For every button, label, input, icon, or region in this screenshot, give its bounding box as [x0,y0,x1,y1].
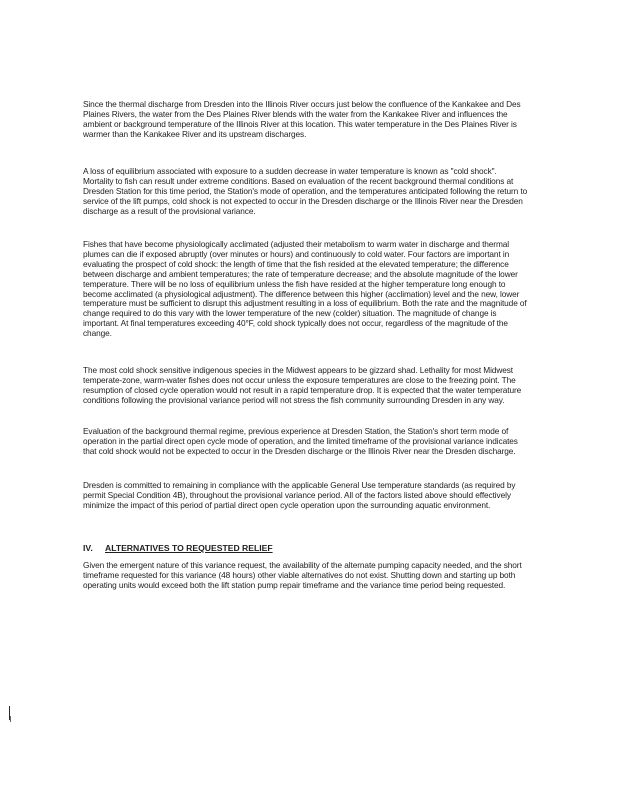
section-heading [83,543,273,553]
paragraph-thermal-regime-evaluation: Evaluation of the background thermal regime, previous experience at Dresden Station, the Station's short term mode of operation in the partial direct open cycle mode of operation, and the limited timeframe of the provisional variance indicates that cold shock would not be expected to occur in the Dresden discharge or the Illinois River near the Dresden discharge. [83,426,518,456]
paragraph-cold-shock-definition: A loss of equilibrium associated with exposure to a sudden decrease in water temperature is known as "cold shock". Mortality to fish can result under extreme conditions. Based on evaluation of the recent background thermal conditions at Dresden Station for this time period, the Station's mode of operation, and the temperatures anticipated following the return to service of the lift pumps, cold shock is not expected to occur in the Dresden discharge or the Illinois River near the Dresden discharge as a result of the provisional variance. [83,166,528,216]
paragraph-alternatives: Given the emergent nature of this variance request, the availability of the alternate pumping capacity needed, and the short timeframe requested for this variance (48 hours) other viable alternatives do not exist. Shutting down and starting up both operating units would exceed both the lift station pump repair timeframe and the variance time period being requested. [83,560,522,590]
scan-edge-mark-secondary [10,716,11,722]
section-number: IV. [83,543,93,553]
paragraph-acclimation-factors: Fishes that have become physiologically acclimated (adjusted their metabolism to warm water in discharge and thermal plumes can die if exposed abruptly (over minutes or hours) and continuously to cold water. Four factors are important in evaluating the prospect of cold shock: the length of time that the fish resided at the elevated temperature; the difference between discharge and ambient temperatures; the rate of temperature decrease; and the absolute magnitude of the lower temperature. There will be no loss of equilibrium unless the fish have resided at the higher temperature long enough to become acclimated (a physiological adjustment). The difference between this higher (acclimation) level and the new, lower temperature must be sufficient to disrupt this adjustment resulting in a loss of equilibrium. Both the rate and the magnitude of change required to do this vary with the lower temperature of the new (colder) situation. The magnitude of change is important. At final temperatures exceeding 40°F, cold shock typically does not occur, regardless of the magnitude of the change. [83,239,527,339]
paragraph-gizzard-shad: The most cold shock sensitive indigenous species in the Midwest appears to be gizzard shad. Lethality for most Midwest temperate-zone, warm-water fishes does not occur unless the exposure temperatures are close to the freezing point. The resumption of closed cycle operation would not result in a rapid temperature drop. It is expected that the water temperature conditions following the provisional variance period will not stress the fish community surrounding Dresden in any way. [83,365,522,405]
paragraph-river-confluence: Since the thermal discharge from Dresden into the Illinois River occurs just below the confluence of the Kankakee and Des Plaines Rivers, the water from the Des Plaines River blends with the water from the Kankakee River and influences the ambient or background temperature of the Illinois River at this location. This water temperature in the Des Plaines River is warmer than the Kankakee River and its upstream discharges. [83,99,521,139]
section-title: ALTERNATIVES TO REQUESTED RELIEF [105,543,273,553]
paragraph-compliance-commitment: Dresden is committed to remaining in compliance with the applicable General Use temperature standards (as required by permit Special Condition 4B), throughout the provisional variance period. All of the factors listed above should effectively minimize the impact of this period of partial direct open cycle operation upon the surrounding aquatic environment. [83,480,516,510]
